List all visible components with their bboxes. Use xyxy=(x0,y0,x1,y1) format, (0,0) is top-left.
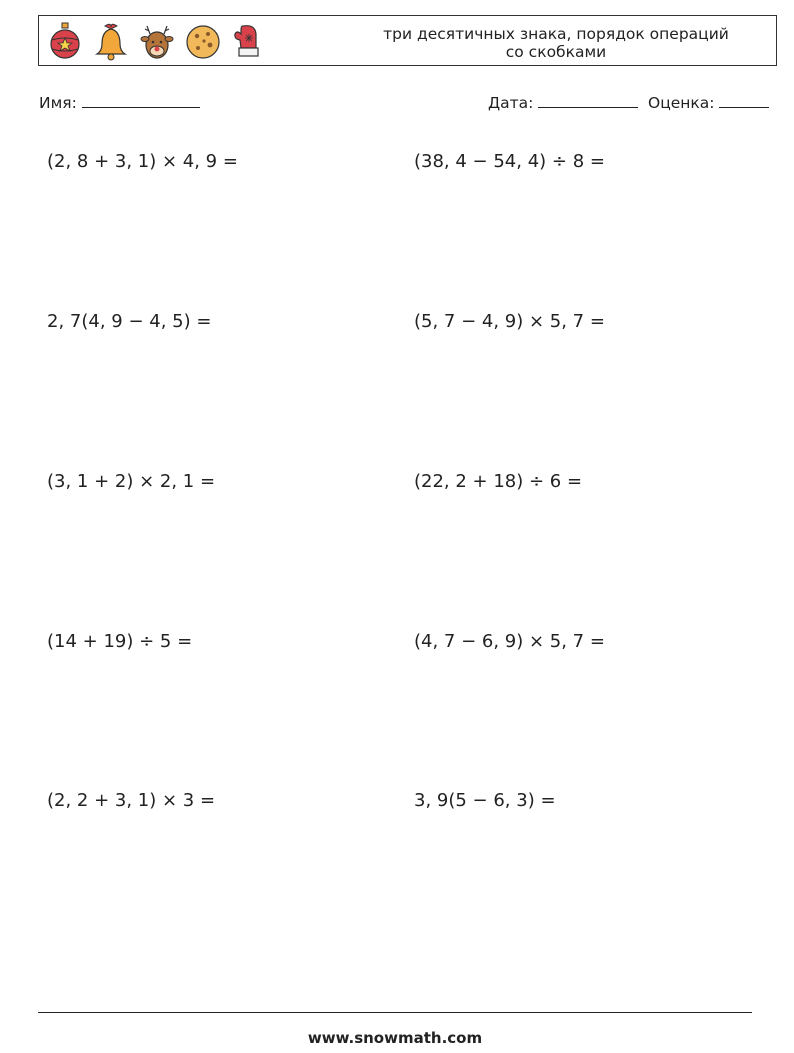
title-line-1: три десятичных знака, порядок операций xyxy=(383,25,729,43)
mitten-icon xyxy=(229,20,269,62)
footer-url[interactable]: www.snowmath.com xyxy=(307,1029,483,1047)
title-line-2: со скобками xyxy=(505,43,607,61)
name-field[interactable] xyxy=(39,93,200,112)
problem-6: (22, 2 + 18) ÷ 6 = xyxy=(414,471,583,492)
date-label: Дата: xyxy=(488,94,534,112)
problem-8: (4, 7 − 6, 9) × 5, 7 = xyxy=(414,631,605,652)
problem-5: (3, 1 + 2) × 2, 1 = xyxy=(47,471,216,492)
problem-1: (2, 8 + 3, 1) × 4, 9 = xyxy=(47,151,238,172)
problem-4: (5, 7 − 4, 9) × 5, 7 = xyxy=(414,311,605,332)
name-blank[interactable] xyxy=(82,93,200,108)
ornament-ball-icon xyxy=(45,20,85,62)
problem-10: 3, 9(5 − 6, 3) = xyxy=(414,790,556,811)
worksheet-header xyxy=(38,15,777,66)
header-icons xyxy=(45,20,269,62)
problem-2: (38, 4 − 54, 4) ÷ 8 = xyxy=(414,151,605,172)
footer-divider xyxy=(38,1012,752,1013)
bell-icon xyxy=(91,20,131,62)
score-blank[interactable] xyxy=(719,93,769,108)
cookie-icon xyxy=(183,20,223,62)
reindeer-icon xyxy=(137,20,177,62)
problem-3: 2, 7(4, 9 − 4, 5) = xyxy=(47,311,212,332)
problem-7: (14 + 19) ÷ 5 = xyxy=(47,631,193,652)
score-label: Оценка: xyxy=(648,94,715,112)
worksheet-title xyxy=(346,25,766,61)
name-label: Имя: xyxy=(39,94,77,112)
date-field[interactable] xyxy=(488,93,638,112)
date-blank[interactable] xyxy=(538,93,638,108)
problem-9: (2, 2 + 3, 1) × 3 = xyxy=(47,790,216,811)
score-field[interactable] xyxy=(648,93,769,112)
